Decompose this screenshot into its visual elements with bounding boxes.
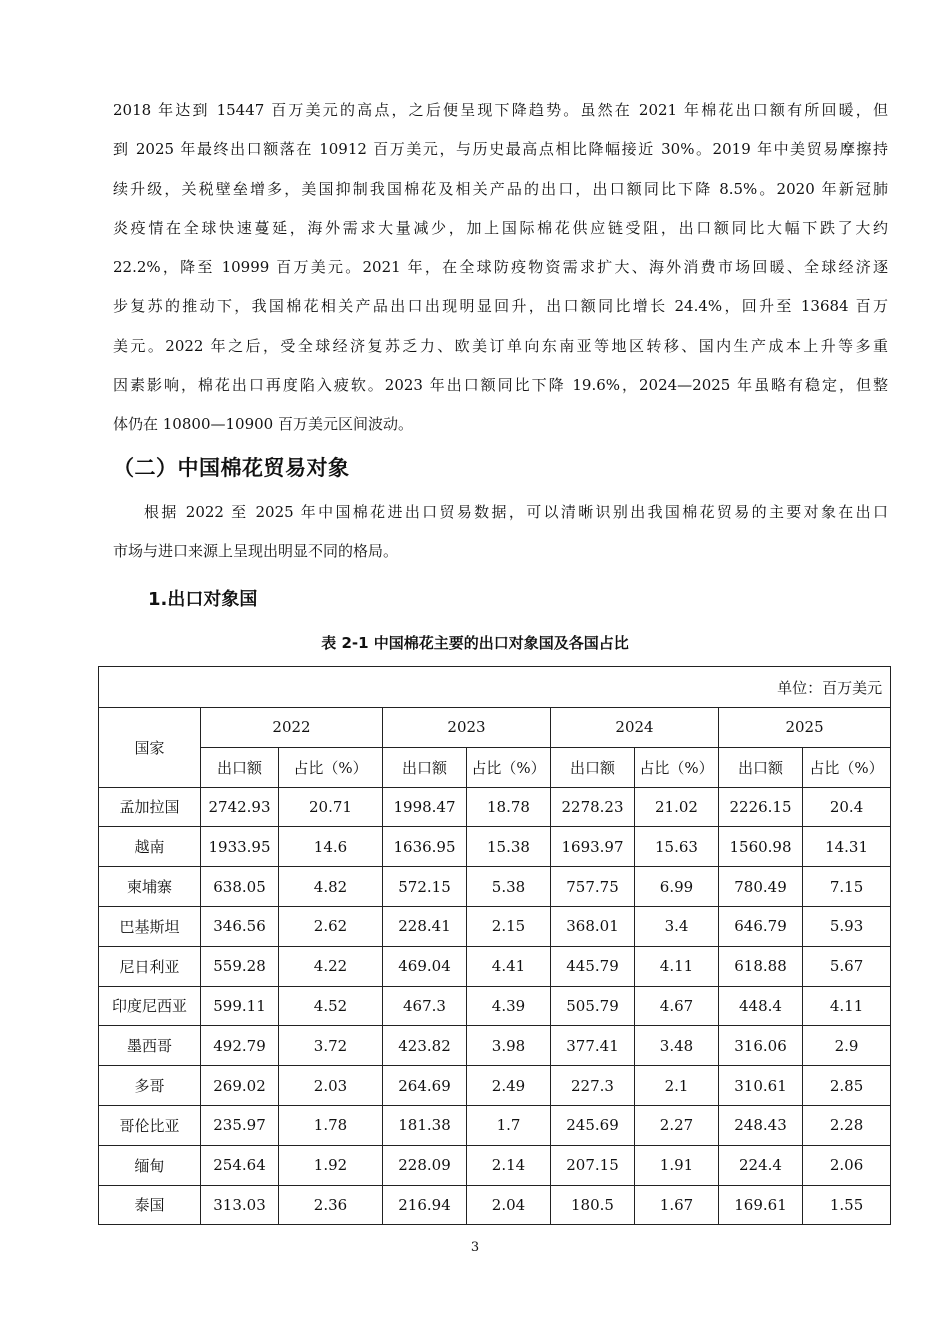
country-cell: 巴基斯坦 xyxy=(99,906,201,946)
export-amount-cell: 377.41 xyxy=(551,1026,635,1066)
share-cell: 5.38 xyxy=(467,867,551,907)
share-cell: 4.11 xyxy=(635,946,719,986)
share-cell: 4.52 xyxy=(279,986,383,1026)
share-cell: 2.49 xyxy=(467,1066,551,1106)
export-amount-cell: 216.94 xyxy=(383,1185,467,1225)
share-cell: 1.55 xyxy=(803,1185,891,1225)
export-amount-cell: 780.49 xyxy=(719,867,803,907)
share-cell: 2.85 xyxy=(803,1066,891,1106)
share-cell: 3.72 xyxy=(279,1026,383,1066)
export-amount-cell: 638.05 xyxy=(201,867,279,907)
country-cell: 缅甸 xyxy=(99,1145,201,1185)
export-amount-cell: 492.79 xyxy=(201,1026,279,1066)
country-cell: 印度尼西亚 xyxy=(99,986,201,1026)
export-amount-cell: 181.38 xyxy=(383,1105,467,1145)
page-number: 3 xyxy=(470,1240,480,1255)
export-amount-cell: 445.79 xyxy=(551,946,635,986)
country-cell: 柬埔寨 xyxy=(99,867,201,907)
export-amount-cell: 269.02 xyxy=(201,1066,279,1106)
text-line: 美元。2022 年之后，受全球经济复苏乏力、欧美订单向东南亚等地区转移、国内生产成本上升等多重 xyxy=(113,336,888,355)
share-cell: 5.93 xyxy=(803,906,891,946)
table-row xyxy=(99,906,891,946)
share-cell: 2.36 xyxy=(279,1185,383,1225)
share-cell: 5.67 xyxy=(803,946,891,986)
export-partners-table xyxy=(98,666,891,1225)
share-cell: 14.31 xyxy=(803,827,891,867)
table-row xyxy=(99,1105,891,1145)
export-amount-cell: 248.43 xyxy=(719,1105,803,1145)
share-cell: 1.92 xyxy=(279,1145,383,1185)
body-paragraph-trade-partners xyxy=(113,493,888,572)
export-amount-cell: 1693.97 xyxy=(551,827,635,867)
year-header: 2025 xyxy=(719,708,891,748)
section-heading: （二）中国棉花贸易对象 xyxy=(113,456,350,480)
sub-header-row xyxy=(99,747,891,787)
year-header: 2023 xyxy=(383,708,551,748)
text-line: 炎疫情在全球快速蔓延，海外需求大量减少，加上国际棉花供应链受阻，出口额同比大幅下跌了大约 xyxy=(113,218,888,237)
share-cell: 3.4 xyxy=(635,906,719,946)
share-cell: 18.78 xyxy=(467,787,551,827)
export-amount-cell: 599.11 xyxy=(201,986,279,1026)
export-amount-cell: 180.5 xyxy=(551,1185,635,1225)
text-line: 因素影响，棉花出口再度陷入疲软。2023 年出口额同比下降 19.6%，2024—2025 年虽略有稳定，但整 xyxy=(113,376,888,395)
share-cell: 4.67 xyxy=(635,986,719,1026)
share-cell: 2.03 xyxy=(279,1066,383,1106)
export-amount-cell: 316.06 xyxy=(719,1026,803,1066)
share-cell: 2.04 xyxy=(467,1185,551,1225)
export-amount-header: 出口额 xyxy=(201,747,279,787)
export-amount-cell: 646.79 xyxy=(719,906,803,946)
export-amount-cell: 227.3 xyxy=(551,1066,635,1106)
share-cell: 1.91 xyxy=(635,1145,719,1185)
share-header: 占比（%） xyxy=(635,747,719,787)
country-cell: 尼日利亚 xyxy=(99,946,201,986)
share-cell: 4.41 xyxy=(467,946,551,986)
share-cell: 1.67 xyxy=(635,1185,719,1225)
country-cell: 多哥 xyxy=(99,1066,201,1106)
export-amount-cell: 2742.93 xyxy=(201,787,279,827)
share-header: 占比（%） xyxy=(279,747,383,787)
text-line: 22.2%，降至 10999 百万美元。2021 年，在全球防疫物资需求扩大、海外消费市场回暖、全球经济逐 xyxy=(113,258,888,277)
export-amount-cell: 254.64 xyxy=(201,1145,279,1185)
export-amount-cell: 423.82 xyxy=(383,1026,467,1066)
export-amount-cell: 448.4 xyxy=(719,986,803,1026)
share-header: 占比（%） xyxy=(803,747,891,787)
text-line: 市场与进口来源上呈现出明显不同的格局。 xyxy=(113,542,399,561)
share-cell: 14.6 xyxy=(279,827,383,867)
share-cell: 1.7 xyxy=(467,1105,551,1145)
export-amount-cell: 2226.15 xyxy=(719,787,803,827)
body-paragraph-export-trend xyxy=(113,91,888,445)
export-amount-cell: 618.88 xyxy=(719,946,803,986)
unit-label: 单位：百万美元 xyxy=(99,667,891,708)
share-cell: 2.1 xyxy=(635,1066,719,1106)
share-cell: 2.28 xyxy=(803,1105,891,1145)
export-amount-cell: 264.69 xyxy=(383,1066,467,1106)
export-amount-cell: 207.15 xyxy=(551,1145,635,1185)
table-caption: 表 2-1 中国棉花主要的出口对象国及各国占比 xyxy=(321,634,629,652)
export-amount-cell: 310.61 xyxy=(719,1066,803,1106)
table-row xyxy=(99,1185,891,1225)
text-line: 步复苏的推动下，我国棉花相关产品出口出现明显回升，出口额同比增长 24.4%，回升至 13684 百万 xyxy=(113,297,888,316)
export-amount-cell: 235.97 xyxy=(201,1105,279,1145)
year-header: 2024 xyxy=(551,708,719,748)
share-cell: 4.39 xyxy=(467,986,551,1026)
share-cell: 21.02 xyxy=(635,787,719,827)
share-cell: 4.11 xyxy=(803,986,891,1026)
export-amount-cell: 1560.98 xyxy=(719,827,803,867)
share-cell: 7.15 xyxy=(803,867,891,907)
share-cell: 20.71 xyxy=(279,787,383,827)
share-cell: 6.99 xyxy=(635,867,719,907)
share-cell: 4.82 xyxy=(279,867,383,907)
share-cell: 1.78 xyxy=(279,1105,383,1145)
export-amount-cell: 228.09 xyxy=(383,1145,467,1185)
export-amount-header: 出口额 xyxy=(383,747,467,787)
export-amount-cell: 245.69 xyxy=(551,1105,635,1145)
unit-row xyxy=(99,667,891,708)
share-cell: 20.4 xyxy=(803,787,891,827)
year-header: 2022 xyxy=(201,708,383,748)
share-cell: 15.38 xyxy=(467,827,551,867)
text-line: 根据 2022 至 2025 年中国棉花进出口贸易数据，可以清晰识别出我国棉花贸易的主要对象在出口 xyxy=(144,503,888,521)
export-amount-cell: 467.3 xyxy=(383,986,467,1026)
text-line: 体仍在 10800—10900 百万美元区间波动。 xyxy=(113,415,413,434)
export-amount-cell: 169.61 xyxy=(719,1185,803,1225)
export-amount-cell: 1636.95 xyxy=(383,827,467,867)
export-amount-cell: 224.4 xyxy=(719,1145,803,1185)
share-cell: 2.15 xyxy=(467,906,551,946)
share-cell: 4.22 xyxy=(279,946,383,986)
export-amount-cell: 757.75 xyxy=(551,867,635,907)
table-row xyxy=(99,867,891,907)
country-cell: 越南 xyxy=(99,827,201,867)
table-row xyxy=(99,946,891,986)
share-cell: 2.14 xyxy=(467,1145,551,1185)
export-amount-cell: 1998.47 xyxy=(383,787,467,827)
table-row xyxy=(99,827,891,867)
export-amount-header: 出口额 xyxy=(719,747,803,787)
share-cell: 2.27 xyxy=(635,1105,719,1145)
country-column-header: 国家 xyxy=(99,708,201,788)
country-cell: 哥伦比亚 xyxy=(99,1105,201,1145)
export-amount-cell: 1933.95 xyxy=(201,827,279,867)
text-line: 续升级，关税壁垒增多，美国抑制我国棉花及相关产品的出口，出口额同比下降 8.5%。2020 年新冠肺 xyxy=(113,179,888,198)
export-amount-cell: 228.41 xyxy=(383,906,467,946)
share-cell: 2.9 xyxy=(803,1026,891,1066)
export-amount-cell: 346.56 xyxy=(201,906,279,946)
export-amount-cell: 313.03 xyxy=(201,1185,279,1225)
table-row xyxy=(99,787,891,827)
text-line: 到 2025 年最终出口额落在 10912 百万美元，与历史最高点相比降幅接近 30%。2019 年中美贸易摩擦持 xyxy=(113,140,888,159)
share-cell: 2.06 xyxy=(803,1145,891,1185)
year-header-row xyxy=(99,708,891,748)
export-amount-cell: 572.15 xyxy=(383,867,467,907)
share-cell: 3.98 xyxy=(467,1026,551,1066)
export-amount-header: 出口额 xyxy=(551,747,635,787)
share-cell: 15.63 xyxy=(635,827,719,867)
table-row xyxy=(99,1026,891,1066)
export-amount-cell: 368.01 xyxy=(551,906,635,946)
table-row xyxy=(99,1145,891,1185)
share-header: 占比（%） xyxy=(467,747,551,787)
share-cell: 2.62 xyxy=(279,906,383,946)
table-row xyxy=(99,986,891,1026)
export-amount-cell: 505.79 xyxy=(551,986,635,1026)
export-amount-cell: 469.04 xyxy=(383,946,467,986)
subsection-heading: 1.出口对象国 xyxy=(148,589,258,610)
country-cell: 泰国 xyxy=(99,1185,201,1225)
country-cell: 墨西哥 xyxy=(99,1026,201,1066)
table-row xyxy=(99,1066,891,1106)
share-cell: 3.48 xyxy=(635,1026,719,1066)
export-amount-cell: 2278.23 xyxy=(551,787,635,827)
text-line: 2018 年达到 15447 百万美元的高点，之后便呈现下降趋势。虽然在 2021 年棉花出口额有所回暖，但 xyxy=(113,101,888,119)
country-cell: 孟加拉国 xyxy=(99,787,201,827)
export-amount-cell: 559.28 xyxy=(201,946,279,986)
